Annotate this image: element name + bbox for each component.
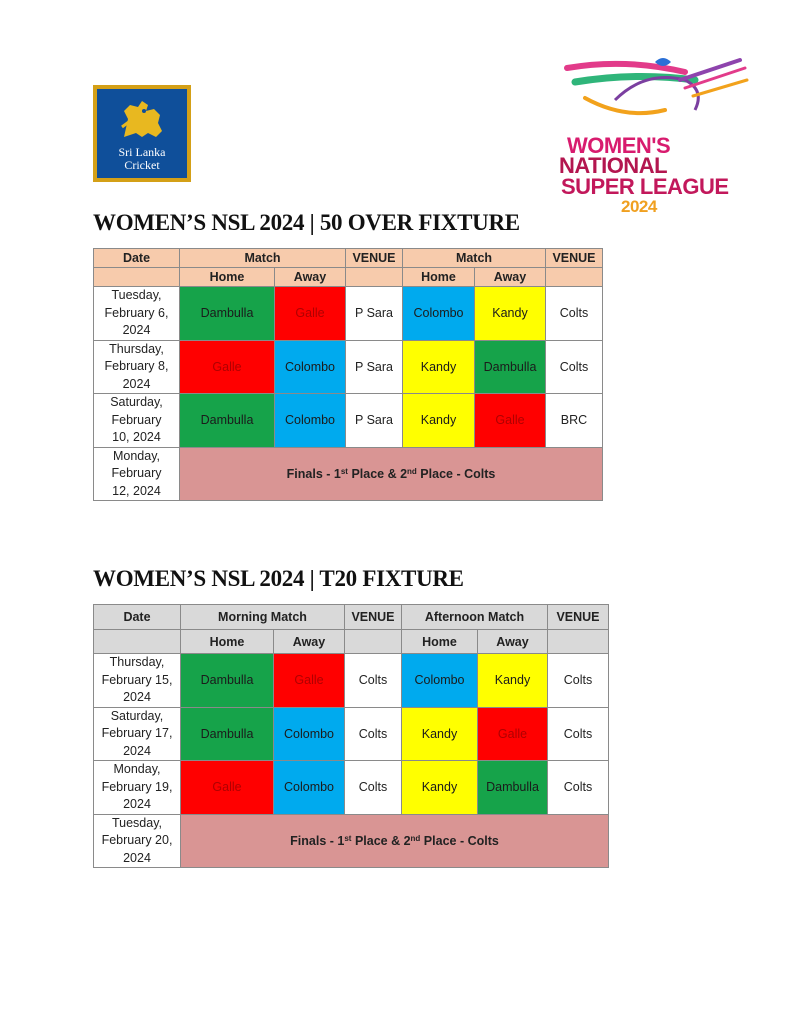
lion-icon [118,97,166,143]
header-date: Date [94,605,181,630]
date-cell: Monday, February 12, 2024 [94,447,180,501]
subheader-empty [548,630,609,654]
date-cell: Saturday, February 17, 2024 [94,707,181,761]
home-team-1: Dambulla [181,654,274,708]
home-team-2: Kandy [402,707,478,761]
subheader-empty [94,630,181,654]
venue-2: Colts [546,340,603,394]
wnsl-logo-year: 2024 [621,197,657,216]
subheader-empty [94,268,180,287]
venue-2: Colts [548,761,609,815]
finals-cell: Finals - 1st Place & 2nd Place - Colts [180,447,603,501]
slc-logo-line1: Sri Lanka [118,145,166,159]
date-cell: Thursday, February 8, 2024 [94,340,180,394]
header-match-2: Afternoon Match [402,605,548,630]
header-away-2: Away [475,268,546,287]
header-home-1: Home [180,268,275,287]
away-team-1: Galle [274,654,345,708]
away-team-2: Galle [475,394,546,448]
subheader-empty [345,630,402,654]
table-row [94,287,603,341]
header-match-1: Morning Match [181,605,345,630]
header-venue-2: VENUE [548,605,609,630]
table-subheader-row [94,268,603,287]
away-team-2: Kandy [475,287,546,341]
venue-2: Colts [546,287,603,341]
home-team-1: Dambulla [180,287,275,341]
home-team-1: Galle [180,340,275,394]
header-home-1: Home [181,630,274,654]
table-row [94,654,609,708]
header-away-1: Away [275,268,346,287]
subheader-empty [546,268,603,287]
table-header-row [94,605,609,630]
home-team-2: Colombo [403,287,475,341]
home-team-2: Kandy [402,761,478,815]
home-team-1: Dambulla [180,394,275,448]
home-team-2: Colombo [402,654,478,708]
away-team-2: Dambulla [478,761,548,815]
venue-1: P Sara [346,340,403,394]
table-row [94,394,603,448]
header-venue-2: VENUE [546,249,603,268]
wnsl-logo-line2: NATIONAL [559,153,668,178]
header-away-1: Away [274,630,345,654]
table-row [94,340,603,394]
table-subheader-row [94,630,609,654]
batter-swoosh-icon [555,50,755,140]
table-row [94,761,609,815]
subheader-empty [346,268,403,287]
date-cell: Saturday, February 10, 2024 [94,394,180,448]
away-team-1: Galle [275,287,346,341]
home-team-2: Kandy [403,340,475,394]
venue-1: Colts [345,707,402,761]
header-date: Date [94,249,180,268]
final-row [94,814,609,868]
wnsl-logo-line1: WOMEN'S [567,133,671,158]
venue-2: Colts [548,707,609,761]
header-match-2: Match [403,249,546,268]
header-home-2: Home [403,268,475,287]
wnsl-logo-line3: SUPER LEAGUE [561,174,729,199]
header-home-2: Home [402,630,478,654]
header-match-1: Match [180,249,346,268]
fixture-t20-table [93,604,609,868]
fixture-50-title: WOMEN’S NSL 2024 | 50 OVER FIXTURE [93,210,520,235]
away-team-1: Colombo [274,761,345,815]
fixture-50-table [93,248,603,501]
table-header-row [94,249,603,268]
wnsl-logo [555,50,755,235]
header-away-2: Away [478,630,548,654]
home-team-1: Dambulla [181,707,274,761]
sri-lanka-cricket-logo [93,85,191,182]
venue-1: Colts [345,654,402,708]
table-row [94,707,609,761]
venue-2: BRC [546,394,603,448]
header-venue-1: VENUE [346,249,403,268]
venue-2: Colts [548,654,609,708]
away-team-1: Colombo [275,340,346,394]
final-row [94,447,603,501]
away-team-1: Colombo [274,707,345,761]
venue-1: Colts [345,761,402,815]
slc-logo-line2: Cricket [124,158,160,172]
home-team-2: Kandy [403,394,475,448]
date-cell: Thursday, February 15, 2024 [94,654,181,708]
away-team-2: Dambulla [475,340,546,394]
venue-1: P Sara [346,394,403,448]
away-team-1: Colombo [275,394,346,448]
venue-1: P Sara [346,287,403,341]
date-cell: Monday, February 19, 2024 [94,761,181,815]
date-cell: Tuesday, February 6, 2024 [94,287,180,341]
away-team-2: Galle [478,707,548,761]
away-team-2: Kandy [478,654,548,708]
finals-cell: Finals - 1st Place & 2nd Place - Colts [181,814,609,868]
fixture-t20-title: WOMEN’S NSL 2024 | T20 FIXTURE [93,566,464,591]
home-team-1: Galle [181,761,274,815]
header-venue-1: VENUE [345,605,402,630]
date-cell: Tuesday, February 20, 2024 [94,814,181,868]
